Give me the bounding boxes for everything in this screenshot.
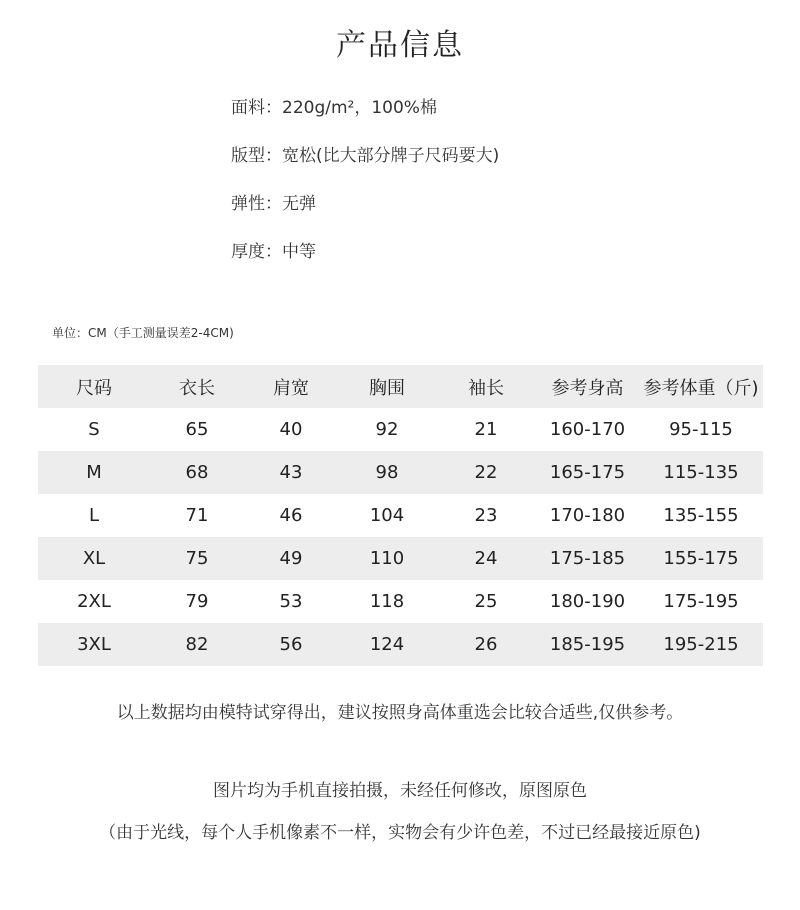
table-header-row (38, 365, 763, 408)
cell-length: 82 (185, 634, 209, 655)
cell-shoulder: 40 (279, 419, 303, 440)
cell-size: 2XL (77, 591, 111, 612)
table-row (38, 408, 763, 451)
cell-shoulder: 46 (279, 505, 303, 526)
cell-shoulder: 53 (279, 591, 303, 612)
page-title: 产品信息 (336, 28, 464, 63)
cell-size: S (88, 419, 100, 440)
cell-sleeve: 25 (474, 591, 498, 612)
color-disclaimer: （由于光线，每个人手机像素不一样，实物会有少许色差，不过已经最接近原色) (99, 823, 701, 843)
cell-weight: 95-115 (669, 419, 733, 440)
cell-length: 71 (185, 505, 209, 526)
table-row (38, 580, 763, 623)
cell-height: 185-195 (549, 634, 626, 655)
header-weight: 参考体重（斤) (643, 377, 759, 399)
size-table (38, 365, 763, 666)
cell-height: 165-175 (549, 462, 626, 483)
cell-weight: 135-155 (663, 505, 739, 526)
header-sleeve: 袖长 (468, 377, 504, 399)
thickness-info: 厚度：中等 (231, 242, 316, 262)
cell-chest: 104 (369, 505, 405, 526)
cell-chest: 124 (369, 634, 405, 655)
fabric-info: 面料：220g/m²，100%棉 (231, 98, 437, 118)
stretch-info: 弹性：无弹 (231, 194, 316, 214)
cell-height: 175-185 (549, 548, 626, 569)
cell-sleeve: 24 (474, 548, 498, 569)
cell-sleeve: 21 (474, 419, 498, 440)
cell-length: 65 (185, 419, 209, 440)
cell-size: 3XL (77, 634, 111, 655)
cell-chest: 118 (369, 591, 405, 612)
cell-height: 170-180 (549, 505, 626, 526)
table-row (38, 451, 763, 494)
cell-weight: 195-215 (663, 634, 739, 655)
cell-size: XL (82, 548, 106, 569)
cell-length: 68 (185, 462, 209, 483)
header-size: 尺码 (76, 377, 112, 399)
fit-advice-note: 以上数据均由模特试穿得出，建议按照身高体重选会比较合适些,仅供参考。 (116, 703, 684, 723)
cell-sleeve: 26 (474, 634, 498, 655)
cell-height: 180-190 (549, 591, 626, 612)
photo-note: 图片均为手机直接拍摄，未经任何修改，原图原色 (213, 781, 587, 801)
header-chest: 胸围 (369, 377, 405, 399)
unit-note: 单位：CM（手工测量误差2-4CM) (52, 326, 234, 340)
header-shoulder: 肩宽 (273, 377, 309, 399)
cell-chest: 110 (369, 548, 405, 569)
cell-chest: 92 (375, 419, 399, 440)
cell-shoulder: 43 (279, 462, 303, 483)
cell-weight: 115-135 (663, 462, 739, 483)
cell-shoulder: 56 (279, 634, 303, 655)
table-row (38, 494, 763, 537)
header-length: 衣长 (179, 377, 215, 399)
table-row (38, 623, 763, 666)
cell-length: 75 (185, 548, 209, 569)
cell-size: M (86, 462, 102, 483)
product-info (231, 94, 499, 286)
fit-info: 版型：宽松(比大部分牌子尺码要大) (231, 146, 500, 166)
cell-sleeve: 22 (474, 462, 498, 483)
table-row (38, 537, 763, 580)
cell-weight: 175-195 (663, 591, 739, 612)
cell-height: 160-170 (549, 419, 626, 440)
cell-size: L (88, 505, 100, 526)
cell-chest: 98 (375, 462, 399, 483)
header-height: 参考身高 (551, 377, 624, 399)
cell-sleeve: 23 (474, 505, 498, 526)
cell-shoulder: 49 (279, 548, 303, 569)
cell-length: 79 (185, 591, 209, 612)
cell-weight: 155-175 (663, 548, 739, 569)
